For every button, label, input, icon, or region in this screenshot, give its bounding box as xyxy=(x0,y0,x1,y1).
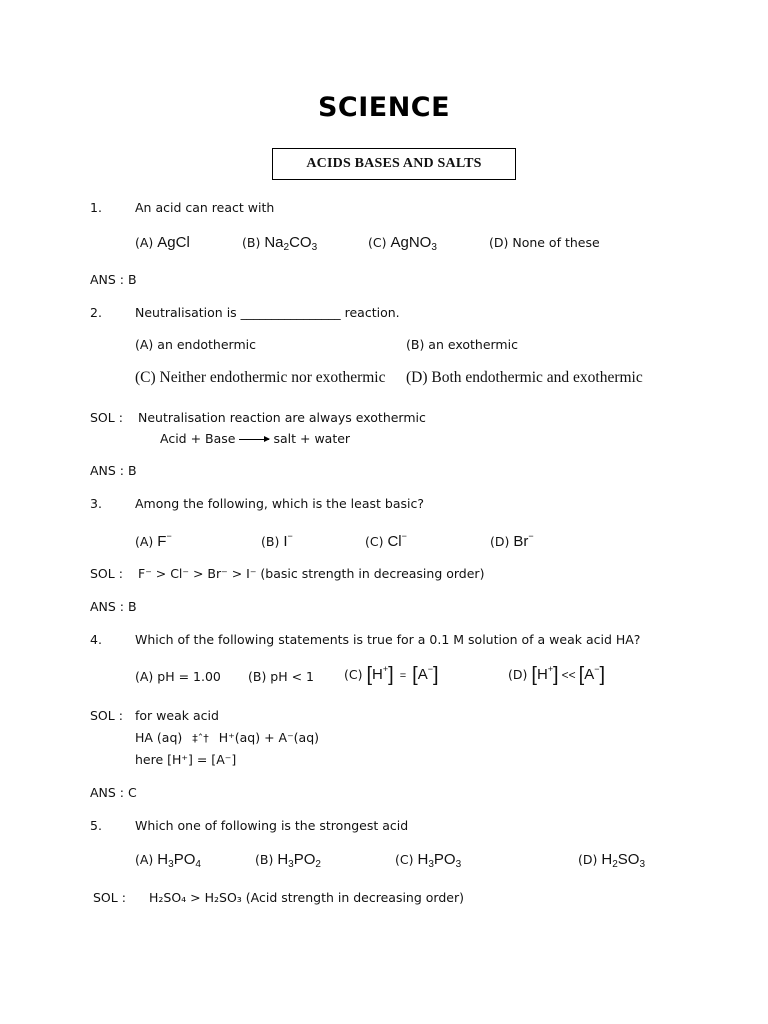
ion-symbol: I xyxy=(283,533,288,550)
bracket: ] xyxy=(599,664,606,686)
q3-option-d-label: (D) xyxy=(490,534,510,549)
q2-solution-label: SOL : xyxy=(90,410,123,425)
formula-part: H xyxy=(601,851,613,868)
q5-text: Which one of following is the strongest acid xyxy=(135,818,409,833)
q1-option-a-label: (A) xyxy=(135,235,154,250)
q5-option-c-formula xyxy=(417,851,461,868)
q5-option-b-formula xyxy=(277,851,321,868)
formula-subscript: 2 xyxy=(612,859,618,870)
q3-option-a xyxy=(135,531,172,550)
q2-option-b: (B) an exothermic xyxy=(406,337,518,352)
q1-option-b xyxy=(242,234,317,253)
formula-part: Na xyxy=(264,234,284,251)
formula-part: H xyxy=(277,851,289,868)
bracket: ] xyxy=(388,664,394,686)
q3-option-b-label: (B) xyxy=(261,534,280,549)
topic-box xyxy=(272,148,516,180)
ion-charge: − xyxy=(401,531,407,541)
q5-option-d-formula xyxy=(601,851,645,868)
ion-symbol: A xyxy=(584,666,595,683)
q4-option-d-label: (D) xyxy=(508,667,528,682)
page-title: SCIENCE xyxy=(317,92,451,123)
formula-subscript: 2 xyxy=(283,242,290,253)
q1-text: An acid can react with xyxy=(135,200,275,215)
q1-option-d: (D) None of these xyxy=(489,235,600,250)
q5-option-b-label: (B) xyxy=(255,852,274,867)
formula-part: H xyxy=(417,851,429,868)
q3-option-b xyxy=(261,531,293,550)
q4-option-c xyxy=(344,664,439,687)
q2-option-c: (C) Neither endothermic nor exothermic xyxy=(135,369,386,386)
q4-solution-line2 xyxy=(135,730,319,745)
ion-charge: − xyxy=(594,664,600,674)
formula-part: H xyxy=(157,851,169,868)
q1-option-c-formula xyxy=(390,234,436,251)
equation-reactants: Acid + Base xyxy=(160,431,236,446)
q4-solution-line3: here [H⁺] = [A⁻] xyxy=(135,752,237,767)
q3-solution-text: F⁻ > Cl⁻ > Br⁻ > I⁻ (basic strength in decreasing order) xyxy=(138,566,485,581)
formula-part: PO xyxy=(433,851,456,868)
formula-part: PO xyxy=(293,851,316,868)
q5-option-a-formula xyxy=(157,851,201,868)
formula-subscript: 3 xyxy=(168,859,174,870)
q2-option-d: (D) Both endothermic and exothermic xyxy=(406,369,643,386)
q5-solution-label: SOL : xyxy=(93,890,126,905)
q3-solution-label: SOL : xyxy=(90,566,123,581)
formula-part: SO xyxy=(617,851,640,868)
q4-solution-label: SOL : xyxy=(90,708,123,723)
q3-option-c-label: (C) xyxy=(365,534,384,549)
q5-option-a xyxy=(135,851,201,870)
equilibrium-arrow-icon: ‡ˆ† xyxy=(192,732,209,745)
q1-option-b-label: (B) xyxy=(242,235,261,250)
formula-subscript: 3 xyxy=(455,859,462,870)
q4-answer: ANS : C xyxy=(90,785,137,800)
q3-option-d xyxy=(490,531,534,550)
reaction-arrow-icon xyxy=(239,439,269,440)
relation-symbol: = xyxy=(399,670,407,682)
q2-solution-text: Neutralisation reaction are always exothermic xyxy=(138,410,426,425)
q4-solution-line1: for weak acid xyxy=(135,708,219,723)
q3-number: 3. xyxy=(90,496,102,511)
ion-symbol: H xyxy=(372,666,383,683)
bracket: [ xyxy=(531,664,537,686)
formula-subscript: 3 xyxy=(288,859,294,870)
ion-charge: − xyxy=(287,531,293,541)
q5-option-d-label: (D) xyxy=(578,852,598,867)
q4-number: 4. xyxy=(90,632,102,647)
ion-symbol: F xyxy=(157,533,167,550)
q3-text: Among the following, which is the least basic? xyxy=(135,496,424,511)
formula-part: PO xyxy=(173,851,196,868)
q2-option-a: (A) an endothermic xyxy=(135,337,256,352)
ion-charge: + xyxy=(547,664,554,674)
q2-text: Neutralisation is ________________ reaction. xyxy=(135,305,400,320)
q4-option-c-label: (C) xyxy=(344,667,363,682)
q1-option-c-label: (C) xyxy=(368,235,387,250)
q5-option-b xyxy=(255,851,321,870)
q4-text: Which of the following statements is true for a 0.1 M solution of a weak acid HA? xyxy=(135,632,641,647)
formula-subscript: 3 xyxy=(311,242,318,253)
ion-symbol: H xyxy=(536,666,548,683)
q4-option-a: (A) pH = 1.00 xyxy=(135,669,221,684)
ion-charge: + xyxy=(382,664,389,674)
q1-option-a xyxy=(135,234,190,251)
q1-option-a-formula: AgCl xyxy=(157,234,190,251)
ion-charge: − xyxy=(528,531,534,541)
q1-option-c xyxy=(368,234,437,253)
q4-option-c-expression xyxy=(366,664,439,686)
ion-symbol: Br xyxy=(513,533,529,550)
equation-products: H⁺(aq) + A⁻(aq) xyxy=(218,730,320,745)
topic-title: ACIDS BASES AND SALTS xyxy=(306,156,482,171)
q4-option-d xyxy=(508,664,605,687)
q5-option-c-label: (C) xyxy=(395,852,414,867)
bracket: [ xyxy=(412,664,418,686)
q3-option-a-ion xyxy=(157,533,171,550)
q5-option-a-label: (A) xyxy=(135,852,154,867)
q1-option-b-formula xyxy=(264,234,317,251)
formula-subscript: 3 xyxy=(639,859,646,870)
q3-option-d-ion xyxy=(513,533,533,550)
q5-solution-text: H₂SO₄ > H₂SO₃ (Acid strength in decreasing order) xyxy=(149,890,464,905)
q3-option-a-label: (A) xyxy=(135,534,154,549)
ion-symbol: Cl xyxy=(387,533,402,550)
q2-solution-equation xyxy=(160,431,350,446)
q2-number: 2. xyxy=(90,305,102,320)
bracket: [ xyxy=(578,664,585,686)
q3-option-c xyxy=(365,531,407,550)
q4-option-b: (B) pH < 1 xyxy=(248,669,315,684)
q3-option-b-ion xyxy=(283,533,292,550)
q2-answer: ANS : B xyxy=(90,463,137,478)
formula-part: AgNO xyxy=(390,234,432,251)
equation-products: salt + water xyxy=(273,431,351,446)
bracket: ] xyxy=(553,664,559,686)
q1-answer: ANS : B xyxy=(90,272,137,287)
q3-answer: ANS : B xyxy=(90,599,137,614)
q5-option-c xyxy=(395,851,461,870)
q5-number: 5. xyxy=(90,818,102,833)
bracket: ] xyxy=(432,664,439,686)
formula-part: CO xyxy=(289,234,312,251)
equation-reactant: HA (aq) xyxy=(135,730,183,745)
ion-charge: − xyxy=(166,531,172,541)
formula-subscript: 3 xyxy=(431,242,437,253)
q1-number: 1. xyxy=(90,200,102,215)
bracket: [ xyxy=(366,664,373,686)
ion-symbol: A xyxy=(417,666,428,683)
ion-charge: − xyxy=(427,664,433,674)
relation-symbol: << xyxy=(561,668,576,682)
formula-subscript: 2 xyxy=(315,859,321,870)
formula-subscript: 4 xyxy=(195,859,201,870)
q5-option-d xyxy=(578,851,645,870)
formula-subscript: 3 xyxy=(428,859,434,870)
q3-option-c-ion xyxy=(387,533,406,550)
q4-option-d-expression xyxy=(531,664,606,686)
